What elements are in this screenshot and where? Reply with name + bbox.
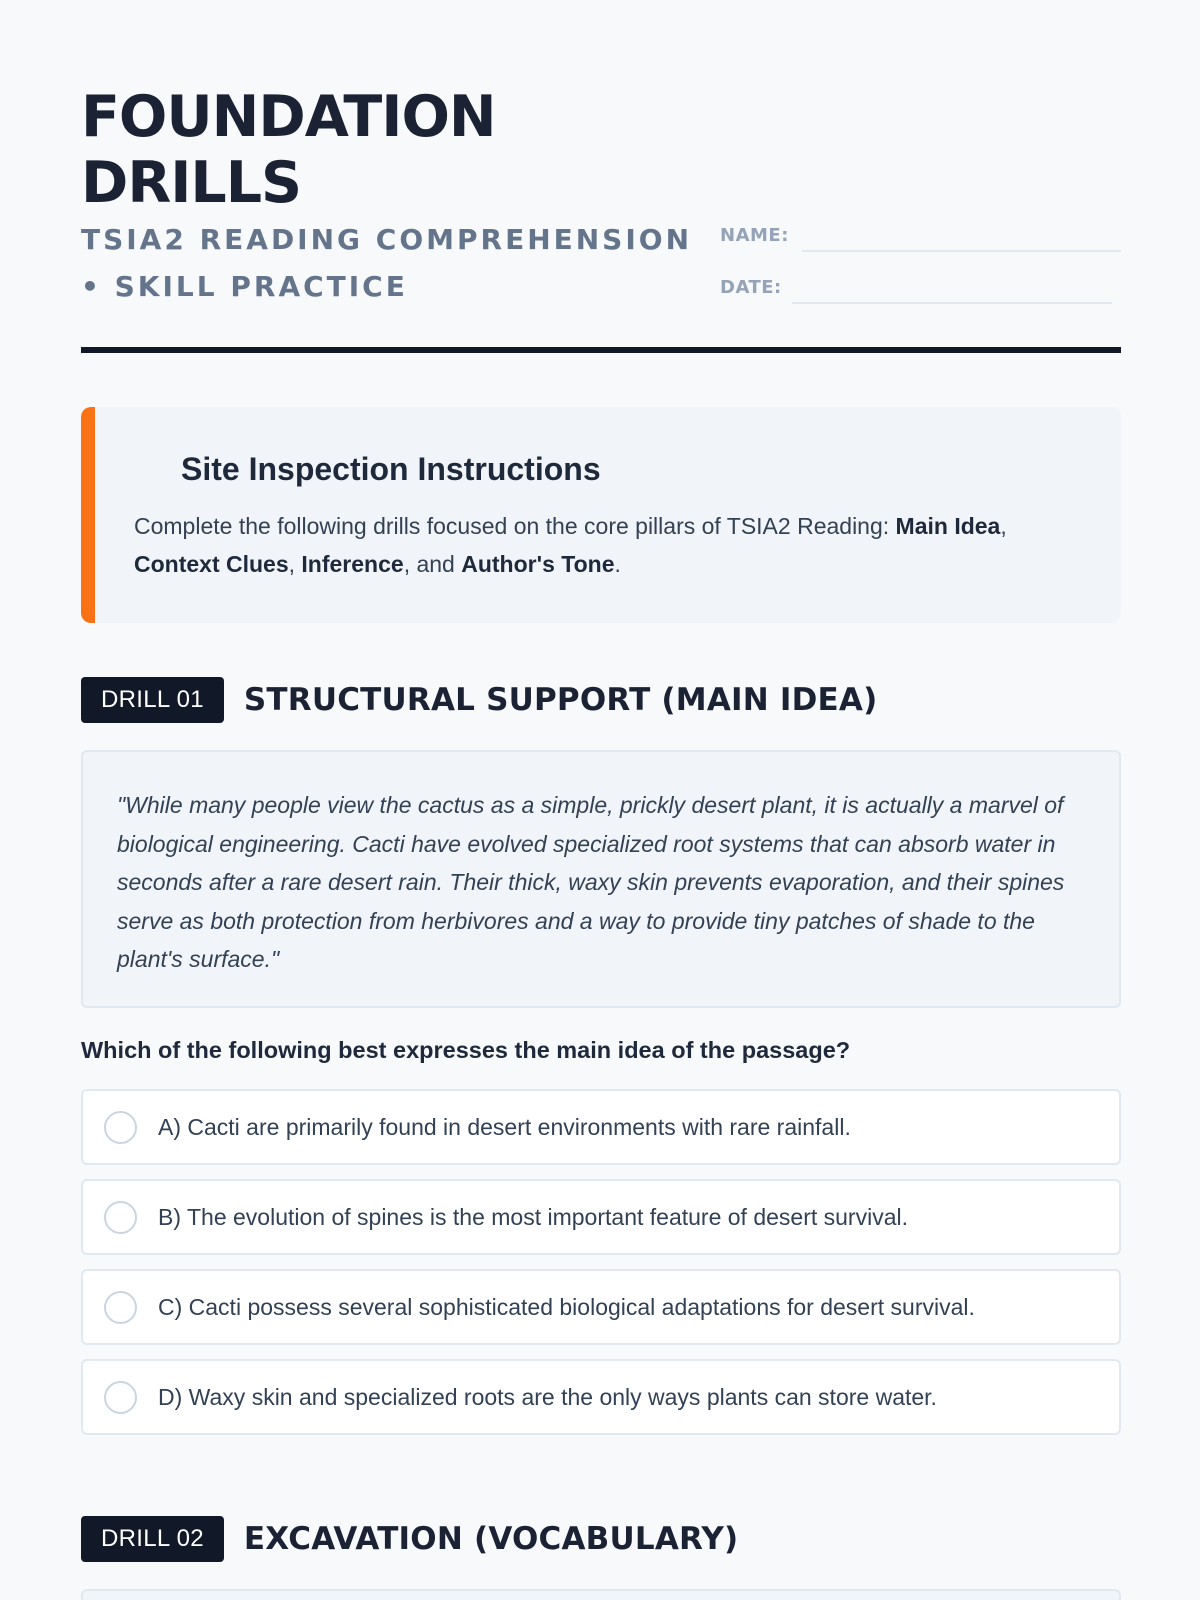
instructions-text [134, 507, 1094, 583]
page-title [81, 84, 641, 216]
drill-01-badge: DRILL 01 [81, 677, 224, 723]
date-label: DATE: [720, 277, 782, 298]
drill-02-title: EXCAVATION (VOCABULARY) [243, 1521, 739, 1557]
date-row [720, 270, 1121, 304]
separator: , [1000, 513, 1007, 539]
instructions-intro: Complete the following drills focused on the core pillars of TSIA2 Reading: [134, 513, 896, 539]
pillar-context-clues: Context Clues [134, 551, 289, 577]
title-line-2: DRILLS [81, 150, 302, 216]
instructions-card [81, 407, 1121, 623]
drill-02-header [81, 1516, 738, 1562]
option-b-text: B) The evolution of spines is the most important feature of desert survival. [158, 1203, 908, 1230]
instructions-end: . [614, 551, 621, 577]
student-info [720, 218, 1121, 322]
option-a[interactable] [81, 1089, 1121, 1165]
name-field[interactable] [802, 218, 1121, 252]
radio-icon[interactable] [104, 1381, 137, 1414]
drill-01-header [81, 677, 878, 723]
radio-icon[interactable] [104, 1291, 137, 1324]
date-field[interactable] [792, 270, 1112, 304]
separator: , [288, 551, 302, 577]
drill-01-question: Which of the following best expresses the main idea of the passage? [81, 1037, 851, 1063]
answer-options [81, 1089, 1121, 1449]
passage-text: "While many people view the cactus as a simple, prickly desert plant, it is actually a marvel of biological engineering. Cacti have evolved specialized root systems that can absorb water in seconds after a rare desert rain. Their thick, waxy skin prevents evaporation, and their spines serve as both protection from herbivores and a way to provide tiny patches of shade to the plant's surface." [117, 792, 1065, 972]
option-b[interactable] [81, 1179, 1121, 1255]
option-d-text: D) Waxy skin and specialized roots are the only ways plants can store water. [158, 1383, 937, 1410]
name-label: NAME: [720, 225, 789, 246]
pillar-inference: Inference [301, 551, 404, 577]
pillar-main-idea: Main Idea [895, 513, 1001, 539]
option-c[interactable] [81, 1269, 1121, 1345]
radio-icon[interactable] [104, 1111, 137, 1144]
page-subtitle: TSIA2 READING COMPREHENSION • SKILL PRACTICE [81, 223, 693, 303]
option-c-text: C) Cacti possess several sophisticated biological adaptations for desert survival. [158, 1293, 975, 1320]
drill-02-badge: DRILL 02 [81, 1516, 224, 1562]
name-row [720, 218, 1121, 252]
drill-02-passage [81, 1589, 1121, 1600]
option-a-text: A) Cacti are primarily found in desert environments with rare rainfall. [158, 1113, 851, 1140]
drill-01-title: STRUCTURAL SUPPORT (MAIN IDEA) [243, 682, 878, 718]
drill-01-passage [81, 750, 1121, 1008]
instructions-heading: Site Inspection Instructions [181, 451, 601, 487]
radio-icon[interactable] [104, 1201, 137, 1234]
header-divider [81, 347, 1121, 353]
separator: , and [403, 551, 462, 577]
pillar-authors-tone: Author's Tone [461, 551, 615, 577]
option-d[interactable] [81, 1359, 1121, 1435]
title-line-1: FOUNDATION [81, 84, 496, 150]
